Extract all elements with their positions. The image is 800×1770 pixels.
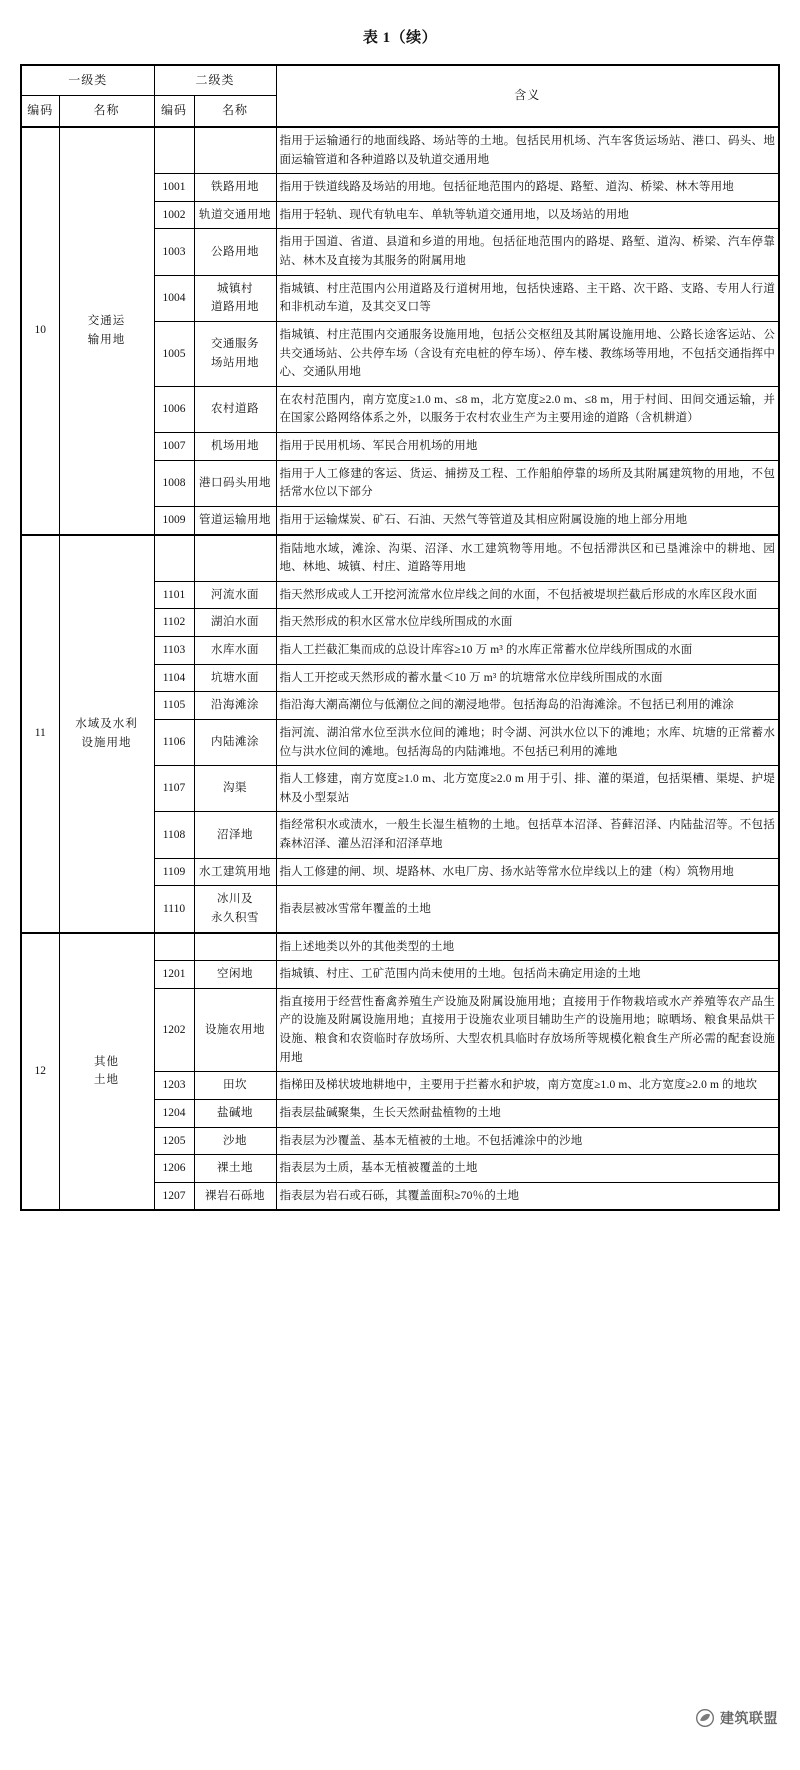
secondary-class-meaning: 指直接用于经营性畜禽养殖生产设施及附属设施用地；直接用于作物栽培或水产养殖等农产品生产的设施及附属设施用地；直接用于设施农业项目辅助生产的设施用地；晾晒场、粮食果品烘干设施、粮食和农资临时存放场所、大型农机具临时存放场所等规模化粮食生产所必需的配套设施用地	[276, 988, 779, 1072]
secondary-class-name-line: 沟渠	[223, 782, 248, 795]
header-primary-group: 一级类	[21, 65, 154, 96]
secondary-class-name	[194, 460, 276, 506]
secondary-class-name	[194, 766, 276, 812]
secondary-class-name-line: 河流水面	[211, 588, 260, 601]
secondary-class-meaning: 指城镇、村庄范围内交通服务设施用地，包括公交枢纽及其附属设施用地、公路长途客运站、公共交通场站、公共停车场（含设有充电桩的停车场）、停车楼、教练场等用地，不包括交通指挥中心、交通队用地	[276, 321, 779, 386]
secondary-class-code: 1203	[154, 1072, 194, 1100]
primary-class-code: 10	[21, 127, 59, 535]
secondary-class-meaning: 指用于运输煤炭、矿石、石油、天然气等管道及其相应附属设施的地上部分用地	[276, 506, 779, 534]
primary-class-name-line: 输用地	[87, 333, 126, 346]
secondary-class-name	[194, 664, 276, 692]
secondary-class-name	[194, 1155, 276, 1183]
secondary-class-name-line: 城镇村	[217, 282, 254, 295]
secondary-class-name-line: 永久积雪	[211, 911, 260, 924]
secondary-class-name	[194, 201, 276, 229]
secondary-class-meaning: 指表层为沙覆盖、基本无植被的土地。不包括滩涂中的沙地	[276, 1127, 779, 1155]
table-row	[21, 535, 779, 582]
secondary-class-name	[194, 812, 276, 858]
secondary-class-meaning: 指表层为土质，基本无植被覆盖的土地	[276, 1155, 779, 1183]
secondary-class-code: 1008	[154, 460, 194, 506]
secondary-class-meaning: 指用于铁道线路及场站的用地。包括征地范围内的路堤、路堑、道沟、桥梁、林木等用地	[276, 174, 779, 202]
secondary-class-name-line: 管道运输用地	[199, 513, 272, 526]
secondary-class-code: 1006	[154, 386, 194, 432]
secondary-class-name-line: 沙地	[223, 1134, 248, 1147]
secondary-class-code: 1101	[154, 581, 194, 609]
secondary-class-name	[194, 433, 276, 461]
secondary-class-meaning: 指人工开挖或天然形成的蓄水量＜10 万 m³ 的坑塘常水位岸线所围成的水面	[276, 664, 779, 692]
secondary-class-name	[194, 321, 276, 386]
secondary-class-code-empty	[154, 933, 194, 961]
secondary-class-meaning: 指人工修建的闸、坝、堤路林、水电厂房、扬水站等常水位岸线以上的建（构）筑物用地	[276, 858, 779, 886]
secondary-class-name-line: 铁路用地	[211, 181, 260, 194]
secondary-class-meaning: 指河流、湖泊常水位至洪水位间的滩地；时令湖、河洪水位以下的滩地；水库、坑塘的正常蓄水位与洪水位间的滩地。包括海岛的内陆滩地。不包括已利用的滩地	[276, 719, 779, 765]
secondary-class-code: 1108	[154, 812, 194, 858]
secondary-class-code: 1102	[154, 609, 194, 637]
secondary-class-code: 1005	[154, 321, 194, 386]
secondary-class-name	[194, 886, 276, 933]
primary-class-name-line: 其他	[94, 1055, 119, 1068]
secondary-class-name	[194, 506, 276, 534]
secondary-class-meaning: 指经常积水或渍水，一般生长湿生植物的土地。包括草本沼泽、苔藓沼泽、内陆盐沼等。不包括森林沼泽、灌丛沼泽和沼泽草地	[276, 812, 779, 858]
secondary-class-name	[194, 229, 276, 275]
secondary-class-meaning: 指城镇、村庄范围内公用道路及行道树用地，包括快速路、主干路、次干路、支路、专用人行道和非机动车道，及其交叉口等	[276, 275, 779, 321]
secondary-class-code: 1206	[154, 1155, 194, 1183]
secondary-class-meaning: 指人工修建，南方宽度≥1.0 m、北方宽度≥2.0 m 用于引、排、灌的渠道，包括渠槽、渠堤、护堤林及小型泵站	[276, 766, 779, 812]
secondary-class-name-line: 湖泊水面	[211, 616, 260, 629]
secondary-class-name-line: 公路用地	[211, 245, 260, 258]
secondary-class-code: 1106	[154, 719, 194, 765]
secondary-class-code: 1110	[154, 886, 194, 933]
secondary-class-code: 1202	[154, 988, 194, 1072]
secondary-class-name-empty	[194, 933, 276, 961]
secondary-class-name	[194, 1127, 276, 1155]
secondary-class-code: 1103	[154, 637, 194, 665]
watermark-text: 建筑联盟	[720, 1710, 778, 1726]
primary-class-meaning: 指陆地水域，滩涂、沟渠、沼泽、水工建筑物等用地。不包括滞洪区和已垦滩涂中的耕地、园地、林地、城镇、村庄、道路等用地	[276, 535, 779, 582]
table-row	[21, 127, 779, 174]
secondary-class-meaning: 指用于民用机场、军民合用机场的用地	[276, 433, 779, 461]
primary-class-code: 11	[21, 535, 59, 933]
secondary-class-name	[194, 858, 276, 886]
secondary-class-meaning: 指用于国道、省道、县道和乡道的用地。包括征地范围内的路堤、路堑、道沟、桥梁、汽车停靠站、林木及直接为其服务的附属用地	[276, 229, 779, 275]
secondary-class-code: 1001	[154, 174, 194, 202]
secondary-class-meaning: 指梯田及梯状坡地耕地中，主要用于拦蓄水和护坡，南方宽度≥1.0 m、北方宽度≥2.0 m 的地坎	[276, 1072, 779, 1100]
secondary-class-meaning: 指天然形成或人工开挖河流常水位岸线之间的水面，不包括被堤坝拦截后形成的水库区段水面	[276, 581, 779, 609]
primary-class-name	[59, 933, 154, 1211]
secondary-class-code: 1104	[154, 664, 194, 692]
secondary-class-code: 1007	[154, 433, 194, 461]
header-row-groups	[21, 65, 779, 96]
header-secondary-group: 二级类	[154, 65, 276, 96]
secondary-class-code: 1009	[154, 506, 194, 534]
secondary-class-name-line: 水库水面	[211, 644, 260, 656]
secondary-class-name-line: 沼泽地	[217, 828, 254, 841]
watermark	[695, 1708, 778, 1728]
secondary-class-name-line: 机场用地	[211, 440, 260, 452]
secondary-class-name-line: 冰川及	[217, 893, 254, 906]
secondary-class-name	[194, 719, 276, 765]
header-secondary-code: 编码	[154, 96, 194, 127]
secondary-class-code: 1109	[154, 858, 194, 886]
secondary-class-code: 1205	[154, 1127, 194, 1155]
secondary-class-name	[194, 609, 276, 637]
header-primary-name: 名称	[59, 96, 154, 127]
primary-class-name-line: 土地	[94, 1074, 119, 1087]
secondary-class-code: 1204	[154, 1099, 194, 1127]
primary-class-name	[59, 127, 154, 535]
secondary-class-name	[194, 174, 276, 202]
secondary-class-name	[194, 386, 276, 432]
primary-class-meaning: 指用于运输通行的地面线路、场站等的土地。包括民用机场、汽车客货运场站、港口、码头、地面运输管道和各种道路以及轨道交通用地	[276, 127, 779, 174]
secondary-class-name-empty	[194, 535, 276, 582]
secondary-class-name	[194, 961, 276, 989]
secondary-class-meaning: 指沿海大潮高潮位与低潮位之间的潮浸地带。包括海岛的沿海滩涂。不包括已利用的滩涂	[276, 692, 779, 720]
secondary-class-meaning: 指表层被冰雪常年覆盖的土地	[276, 886, 779, 933]
secondary-class-name	[194, 1099, 276, 1127]
secondary-class-code: 1207	[154, 1182, 194, 1210]
primary-class-name-line: 水域及水利	[75, 717, 138, 730]
secondary-class-name-line: 设施农用地	[205, 1023, 266, 1036]
secondary-class-name-line: 坑塘水面	[211, 671, 260, 684]
table-row	[21, 933, 779, 961]
secondary-class-name-line: 道路用地	[211, 301, 260, 314]
secondary-class-name-line: 盐碱地	[217, 1106, 254, 1119]
table-body	[21, 127, 779, 1211]
secondary-class-name-line: 农村道路	[211, 403, 260, 416]
secondary-class-code: 1004	[154, 275, 194, 321]
primary-class-name	[59, 535, 154, 933]
header-meaning: 含义	[276, 65, 779, 127]
secondary-class-meaning: 指用于轻轨、现代有轨电车、单轨等轨道交通用地，以及场站的用地	[276, 201, 779, 229]
secondary-class-name	[194, 1072, 276, 1100]
secondary-class-meaning: 指用于人工修建的客运、货运、捕捞及工程、工作船舶停靠的场所及其附属建筑物的用地，不包括常水位以下部分	[276, 460, 779, 506]
secondary-class-meaning: 指表层为岩石或石砾，其覆盖面积≥70％的土地	[276, 1182, 779, 1210]
secondary-class-meaning: 在农村范围内，南方宽度≥1.0 m、≤8 m，北方宽度≥2.0 m、≤8 m，用于村间、田间交通运输，并在国家公路网络体系之外，以服务于农村农业生产为主要用途的道路（含机耕道）	[276, 386, 779, 432]
header-primary-code: 编码	[21, 96, 59, 127]
secondary-class-code: 1003	[154, 229, 194, 275]
secondary-class-name	[194, 988, 276, 1072]
secondary-class-name-line: 空闲地	[217, 968, 254, 981]
secondary-class-meaning: 指人工拦截汇集而成的总设计库容≥10 万 m³ 的水库正常蓄水位岸线所围成的水面	[276, 637, 779, 665]
secondary-class-name-line: 轨道交通用地	[199, 208, 272, 221]
secondary-class-meaning: 指天然形成的积水区常水位岸线所围成的水面	[276, 609, 779, 637]
secondary-class-name-empty	[194, 127, 276, 174]
secondary-class-name	[194, 581, 276, 609]
secondary-class-name-line: 水工建筑用地	[199, 865, 272, 878]
secondary-class-name-line: 内陆滩涂	[211, 736, 260, 749]
secondary-class-name	[194, 1182, 276, 1210]
secondary-class-meaning: 指城镇、村庄、工矿范围内尚未使用的土地。包括尚未确定用途的土地	[276, 961, 779, 989]
secondary-class-code-empty	[154, 127, 194, 174]
secondary-class-name-line: 裸土地	[217, 1162, 254, 1175]
secondary-class-name	[194, 637, 276, 665]
secondary-class-name-line: 裸岩石砾地	[205, 1189, 266, 1202]
secondary-class-meaning: 指表层盐碱聚集，生长天然耐盐植物的土地	[276, 1099, 779, 1127]
secondary-class-code-empty	[154, 535, 194, 582]
circle-leaf-icon	[695, 1708, 715, 1728]
land-use-classification-table	[20, 64, 780, 1211]
secondary-class-name-line: 沿海滩涂	[211, 699, 260, 712]
secondary-class-name	[194, 692, 276, 720]
primary-class-name-line: 设施用地	[81, 736, 132, 749]
secondary-class-name-line: 港口码头用地	[199, 476, 272, 489]
header-secondary-name: 名称	[194, 96, 276, 127]
table-caption: 表 1（续）	[362, 30, 438, 46]
secondary-class-name	[194, 275, 276, 321]
secondary-class-name-line: 交通服务	[211, 338, 260, 351]
secondary-class-code: 1105	[154, 692, 194, 720]
primary-class-meaning: 指上述地类以外的其他类型的土地	[276, 933, 779, 961]
table-header	[21, 65, 779, 127]
secondary-class-code: 1002	[154, 201, 194, 229]
primary-class-code: 12	[21, 933, 59, 1211]
secondary-class-code: 1201	[154, 961, 194, 989]
secondary-class-name-line: 场站用地	[211, 356, 260, 369]
primary-class-name-line: 交通运	[87, 315, 126, 328]
secondary-class-name-line: 田坎	[223, 1079, 248, 1092]
secondary-class-code: 1107	[154, 766, 194, 812]
